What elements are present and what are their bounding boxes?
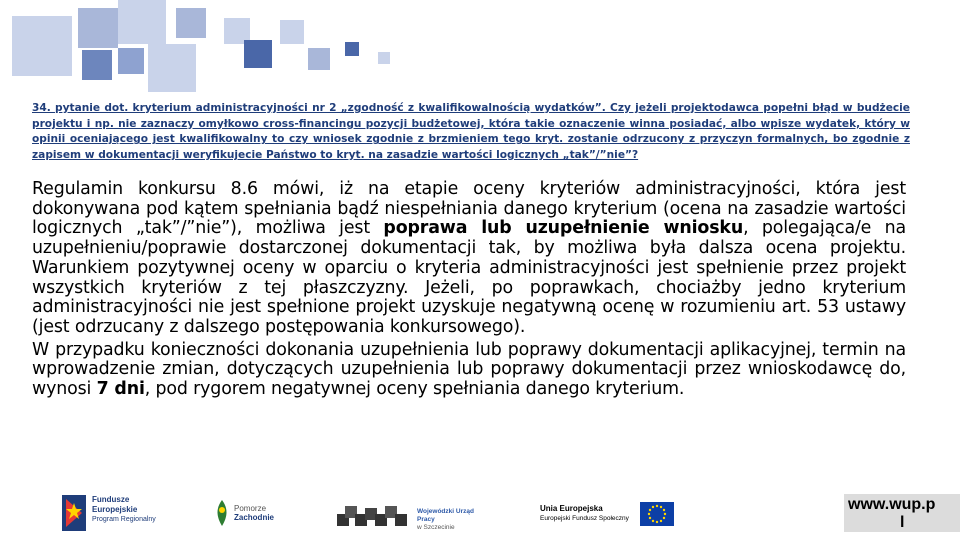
answer-body	[32, 180, 906, 400]
decor-square	[378, 52, 390, 64]
decor-square	[244, 40, 272, 68]
logo-fundusze-europejskie	[62, 492, 162, 536]
wup-blocks-icon	[335, 502, 419, 528]
logo1-line1: Fundusze	[92, 495, 130, 504]
answer-paragraph-1	[32, 180, 906, 338]
answer-p2-text-1: W przypadku konieczności dokonania uzupełnienia lub poprawy dokumentacji aplikacyjnej, termin na wprowadzenie zmian, dotyczących uzupełnienia lub poprawy dokumentacji przez wnioskodawcę do, wynosi	[32, 339, 906, 400]
logo-pomorze-zachodnie	[212, 496, 282, 536]
decor-square	[118, 0, 166, 44]
fundusze-star-icon	[62, 495, 86, 531]
logo2-line1: Pomorze	[234, 504, 267, 513]
answer-p2-text-2: , pod rygorem negatywnej oceny spełniania danego kryterium.	[144, 379, 685, 400]
website-url[interactable]	[848, 496, 960, 532]
decor-square	[176, 8, 206, 38]
eu-flag-icon	[640, 502, 674, 526]
logo4-line2: Europejski Fundusz Społeczny	[540, 515, 629, 522]
logo3-line2: w Szczecinie	[417, 524, 455, 531]
decor-square	[78, 8, 118, 48]
decor-square	[280, 20, 304, 44]
logo-wup-szczecin	[335, 500, 485, 534]
logo-unia-europejska	[540, 500, 680, 534]
url-line-2: l	[900, 514, 905, 531]
decor-square	[148, 44, 196, 92]
answer-paragraph-2	[32, 341, 906, 400]
question-heading: 34. pytanie dot. kryterium administracyjności nr 2 „zgodność z kwalifikowalnością wydatków”. Czy jeżeli projektodawca popełni błąd w budżecie projektu i np. nie zaznaczy omyłkowo cross-financingu pozycji budżetowej, która takie oznaczenie winna posiadać, albo wpisze wydatek, który w opinii oceniającego jest kwalifikowalny to czy wniosek zgodnie z brzmieniem tego kryt. zostanie odrzucony z przyczyn formalnych, bo zgodnie z zapisem w dokumentacji weryfikujecie Państwo to kryt. na zasadzie wartości logicznych „tak”/”nie”?	[32, 102, 910, 162]
decor-square	[12, 16, 72, 76]
logo1-line2: Europejskie	[92, 505, 138, 514]
answer-p1-bold: poprawa lub uzupełnienie wniosku	[383, 218, 744, 239]
logo3-line1: Wojewódzki Urząd Pracy	[417, 508, 474, 523]
answer-p1-text-1: Regulamin konkursu 8.6 mówi, iż na etapie oceny kryteriów administracyjności, która jest dokonywana pod kątem spełniania bądź niespełniania danego kryterium (ocena na zasadzie wartości logicznych „tak”/”nie”), możliwa jest	[32, 179, 906, 239]
logo4-line1: Unia Europejska	[540, 504, 603, 513]
pomorze-emblem-icon	[212, 498, 232, 528]
url-line-1: www.wup.p	[848, 496, 936, 513]
decor-square	[308, 48, 330, 70]
logo1-line3: Program Regionalny	[92, 516, 156, 523]
decor-square	[345, 42, 359, 56]
decor-square	[82, 50, 112, 80]
logo2-line2: Zachodnie	[234, 513, 275, 522]
answer-p1-text-2: , polegająca/e na uzupełnieniu/poprawie dostarczonej dokumentacji tak, by możliwa była dalsza ocena projektu. Warunkiem pozytywnej oceny w oparciu o kryteria administracyjności jest spełnienie przez projekt wszystkich kryteriów z tej płaszczyzny. Jeżeli, po poprawkach, chociażby jedno kryterium administracyjności nie jest spełnione projekt uzyskuje negatywną ocenę w rozumieniu art. 53 ustawy (jest odrzucany z dalszego postępowania konkursowego).	[32, 218, 906, 337]
answer-p2-bold: 7 dni	[96, 379, 145, 400]
decor-square	[118, 48, 144, 74]
